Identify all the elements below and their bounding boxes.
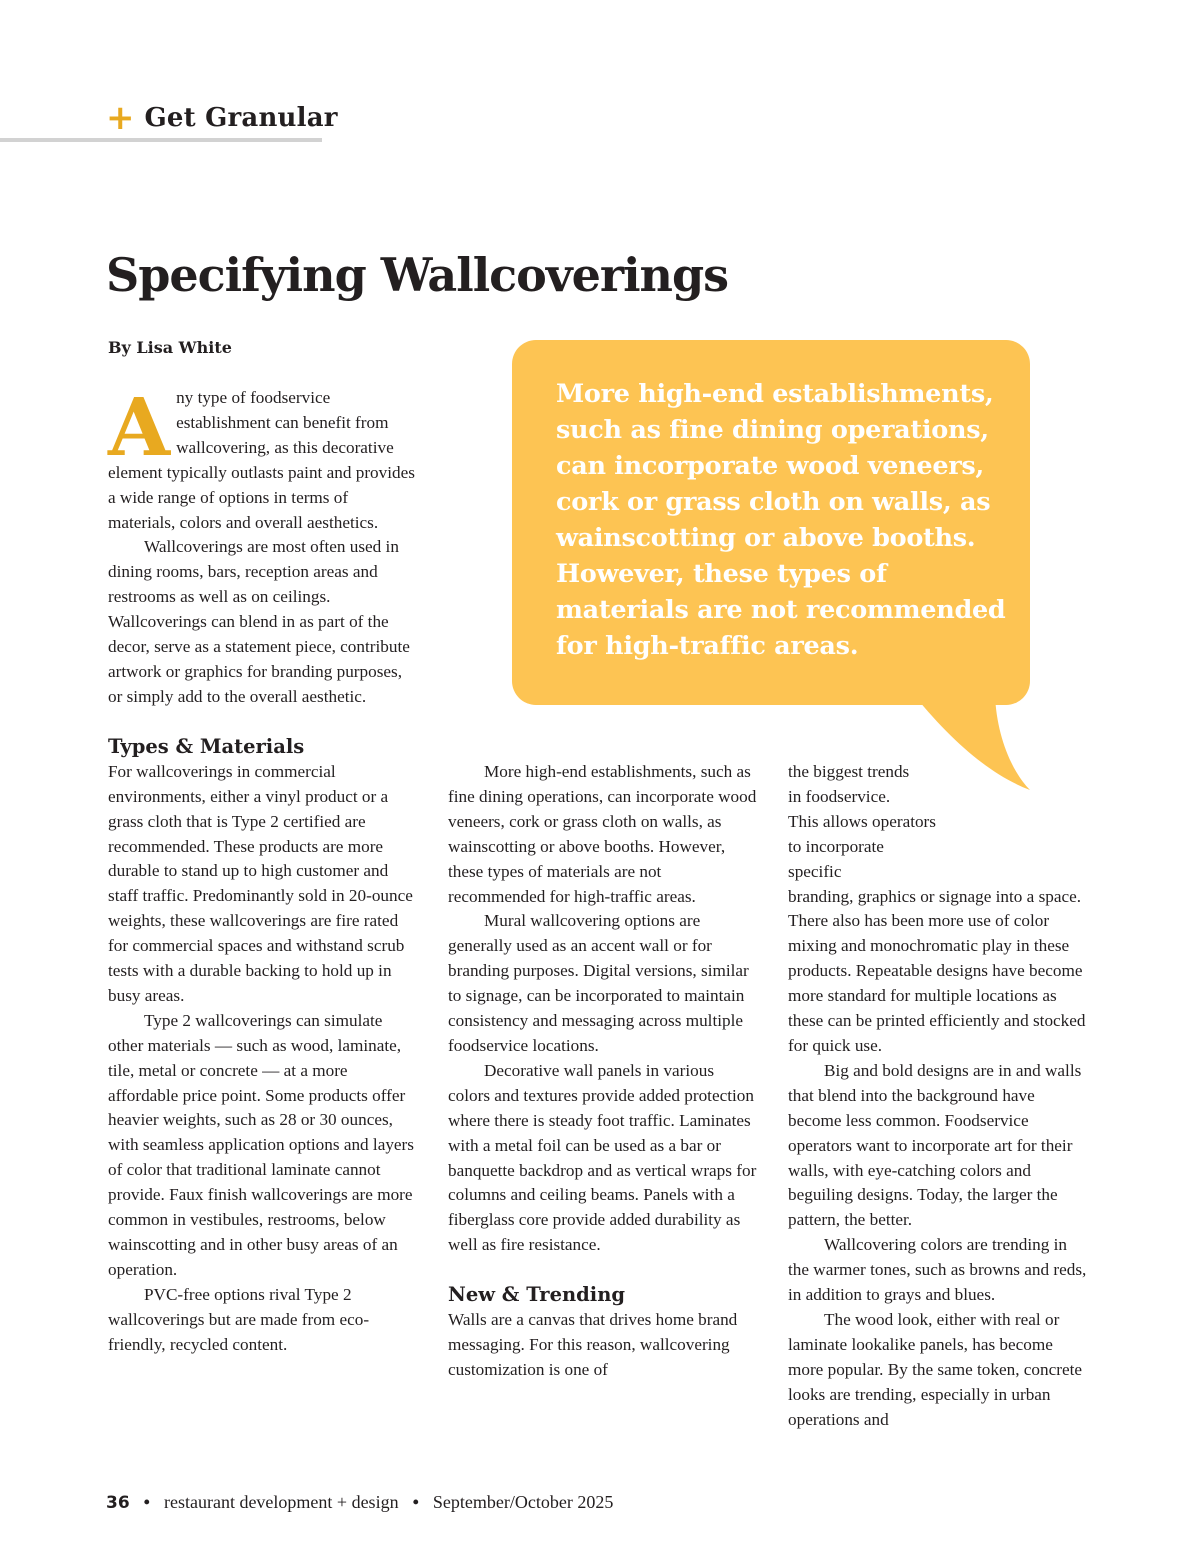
footer-bullet-2: • (412, 1492, 419, 1512)
trending-paragraph-1: Walls are a canvas that drives home brand messaging. For this reason, wallcovering customization is one of (448, 1310, 738, 1379)
materials-paragraph-3: PVC-free options rival Type 2 wallcoverings but are made from eco-friendly, recycled content. (108, 1284, 370, 1354)
footer-bullet-1: • (143, 1492, 150, 1512)
intro-paragraph-2: Wallcoverings are most often used in dining rooms, bars, reception areas and restrooms as well as on ceilings. Wallcoverings can blend in as part of the decor, serve as a statement piece, contribute artwork or graphics for branding purposes, or simply add to the overall aesthetic. (108, 537, 410, 706)
materials-paragraph-1: For wallcoverings in commercial environments, either a vinyl product or a grass cloth that is Type 2 certified are recommended. These products are more durable to stand up to high customer and staff traffic. Predominantly sold in 20-ounce weights, these wallcoverings are fire rated for commercial spaces and withstand scrub tests with a durable backing to hold up in busy areas. (108, 761, 413, 1005)
materials-paragraph-2: Type 2 wallcoverings can simulate other materials — such as wood, laminate, tile, metal or concrete — at a more affordable price point. Some products offer heavier weights, such as 28 or 30 ounces, with seamless application options and layers of color that traditional laminate cannot provide. Faux finish wallcoverings are more common in vestibules, restrooms, below wainscotting and in other busy areas of an operation. (108, 1010, 414, 1279)
heading-types-materials: Types & Materials (108, 734, 305, 758)
page-number: 36 (106, 1492, 130, 1513)
col3-paragraph-1: branding, graphics or signage into a space. There also has been more use of color mixing and monochromatic play in these products. Repeatable designs have become more standard for multiple locations as these can be printed efficiently and stocked for quick use. (788, 886, 1086, 1055)
section-header (106, 100, 338, 136)
pull-quote-bubble (512, 340, 1030, 705)
drop-cap: A (108, 380, 171, 474)
column-3 (788, 760, 1090, 1432)
column-1 (108, 380, 416, 1358)
col2-paragraph-2: Mural wallcovering options are generally used as an accent wall or for branding purposes. Digital versions, similar to signage, can be incorporated to maintain consistency and messaging across multiple foodservice locations. (448, 911, 749, 1055)
col3-line-2: in foodservice. (788, 786, 891, 806)
intro-paragraph-1 (108, 380, 416, 535)
page-footer (106, 1492, 613, 1513)
heading-new-trending: New & Trending (448, 1283, 626, 1307)
col3-line-4: to incorporate specific (788, 836, 884, 881)
col3-line-3: This allows operators (788, 811, 936, 831)
plus-icon: + (106, 98, 135, 138)
pull-quote-text: More high-end establishments, such as fine dining operations, can incorporate wood veneers, cork or grass cloth on walls, as wainscotting or above booths. However, these types of materials are not recommended for high-traffic areas. (556, 379, 1006, 661)
publication-name: restaurant development + design (163, 1492, 399, 1512)
issue-date: September/October 2025 (432, 1492, 614, 1512)
article-title: Specifying Wallcoverings (106, 248, 729, 302)
col3-paragraph-4: The wood look, either with real or laminate lookalike panels, has become more popular. By the same token, concrete looks are trending, especially in urban operations and (788, 1309, 1082, 1429)
column-2 (448, 760, 758, 1383)
byline: By Lisa White (108, 338, 232, 357)
col2-paragraph-1: More high-end establishments, such as fine dining operations, can incorporate wood veneers, cork or grass cloth on walls, as wainscotting or above booths. However, these types of materials are not recommended for high-traffic areas. (448, 762, 757, 906)
col3-paragraph-2: Big and bold designs are in and walls that blend into the background have become less common. Foodservice operators want to incorporate art for their walls, with eye-catching colors and beguiling designs. Today, the larger the pattern, the better. (788, 1060, 1082, 1230)
col3-paragraph-3: Wallcovering colors are trending in the warmer tones, such as browns and reds, in addition to grays and blues. (788, 1235, 1087, 1305)
section-label: Get Granular (144, 103, 338, 133)
intro-text-1: ny type of foodservice establishment can benefit from wallcovering, as this decorative element typically outlasts paint and provides a wide range of options in terms of materials, colors and overall aesthetics. (108, 388, 415, 532)
section-rule (0, 138, 322, 142)
col2-paragraph-3: Decorative wall panels in various colors and textures provide added protection where there is steady foot traffic. Laminates with a metal foil can be used as a bar or banquette backdrop and as vertical wraps for columns and ceiling beams. Panels with a fiberglass core provide added durability as well as fire resistance. (448, 1060, 757, 1255)
col3-line-1: the biggest trends (788, 762, 910, 781)
